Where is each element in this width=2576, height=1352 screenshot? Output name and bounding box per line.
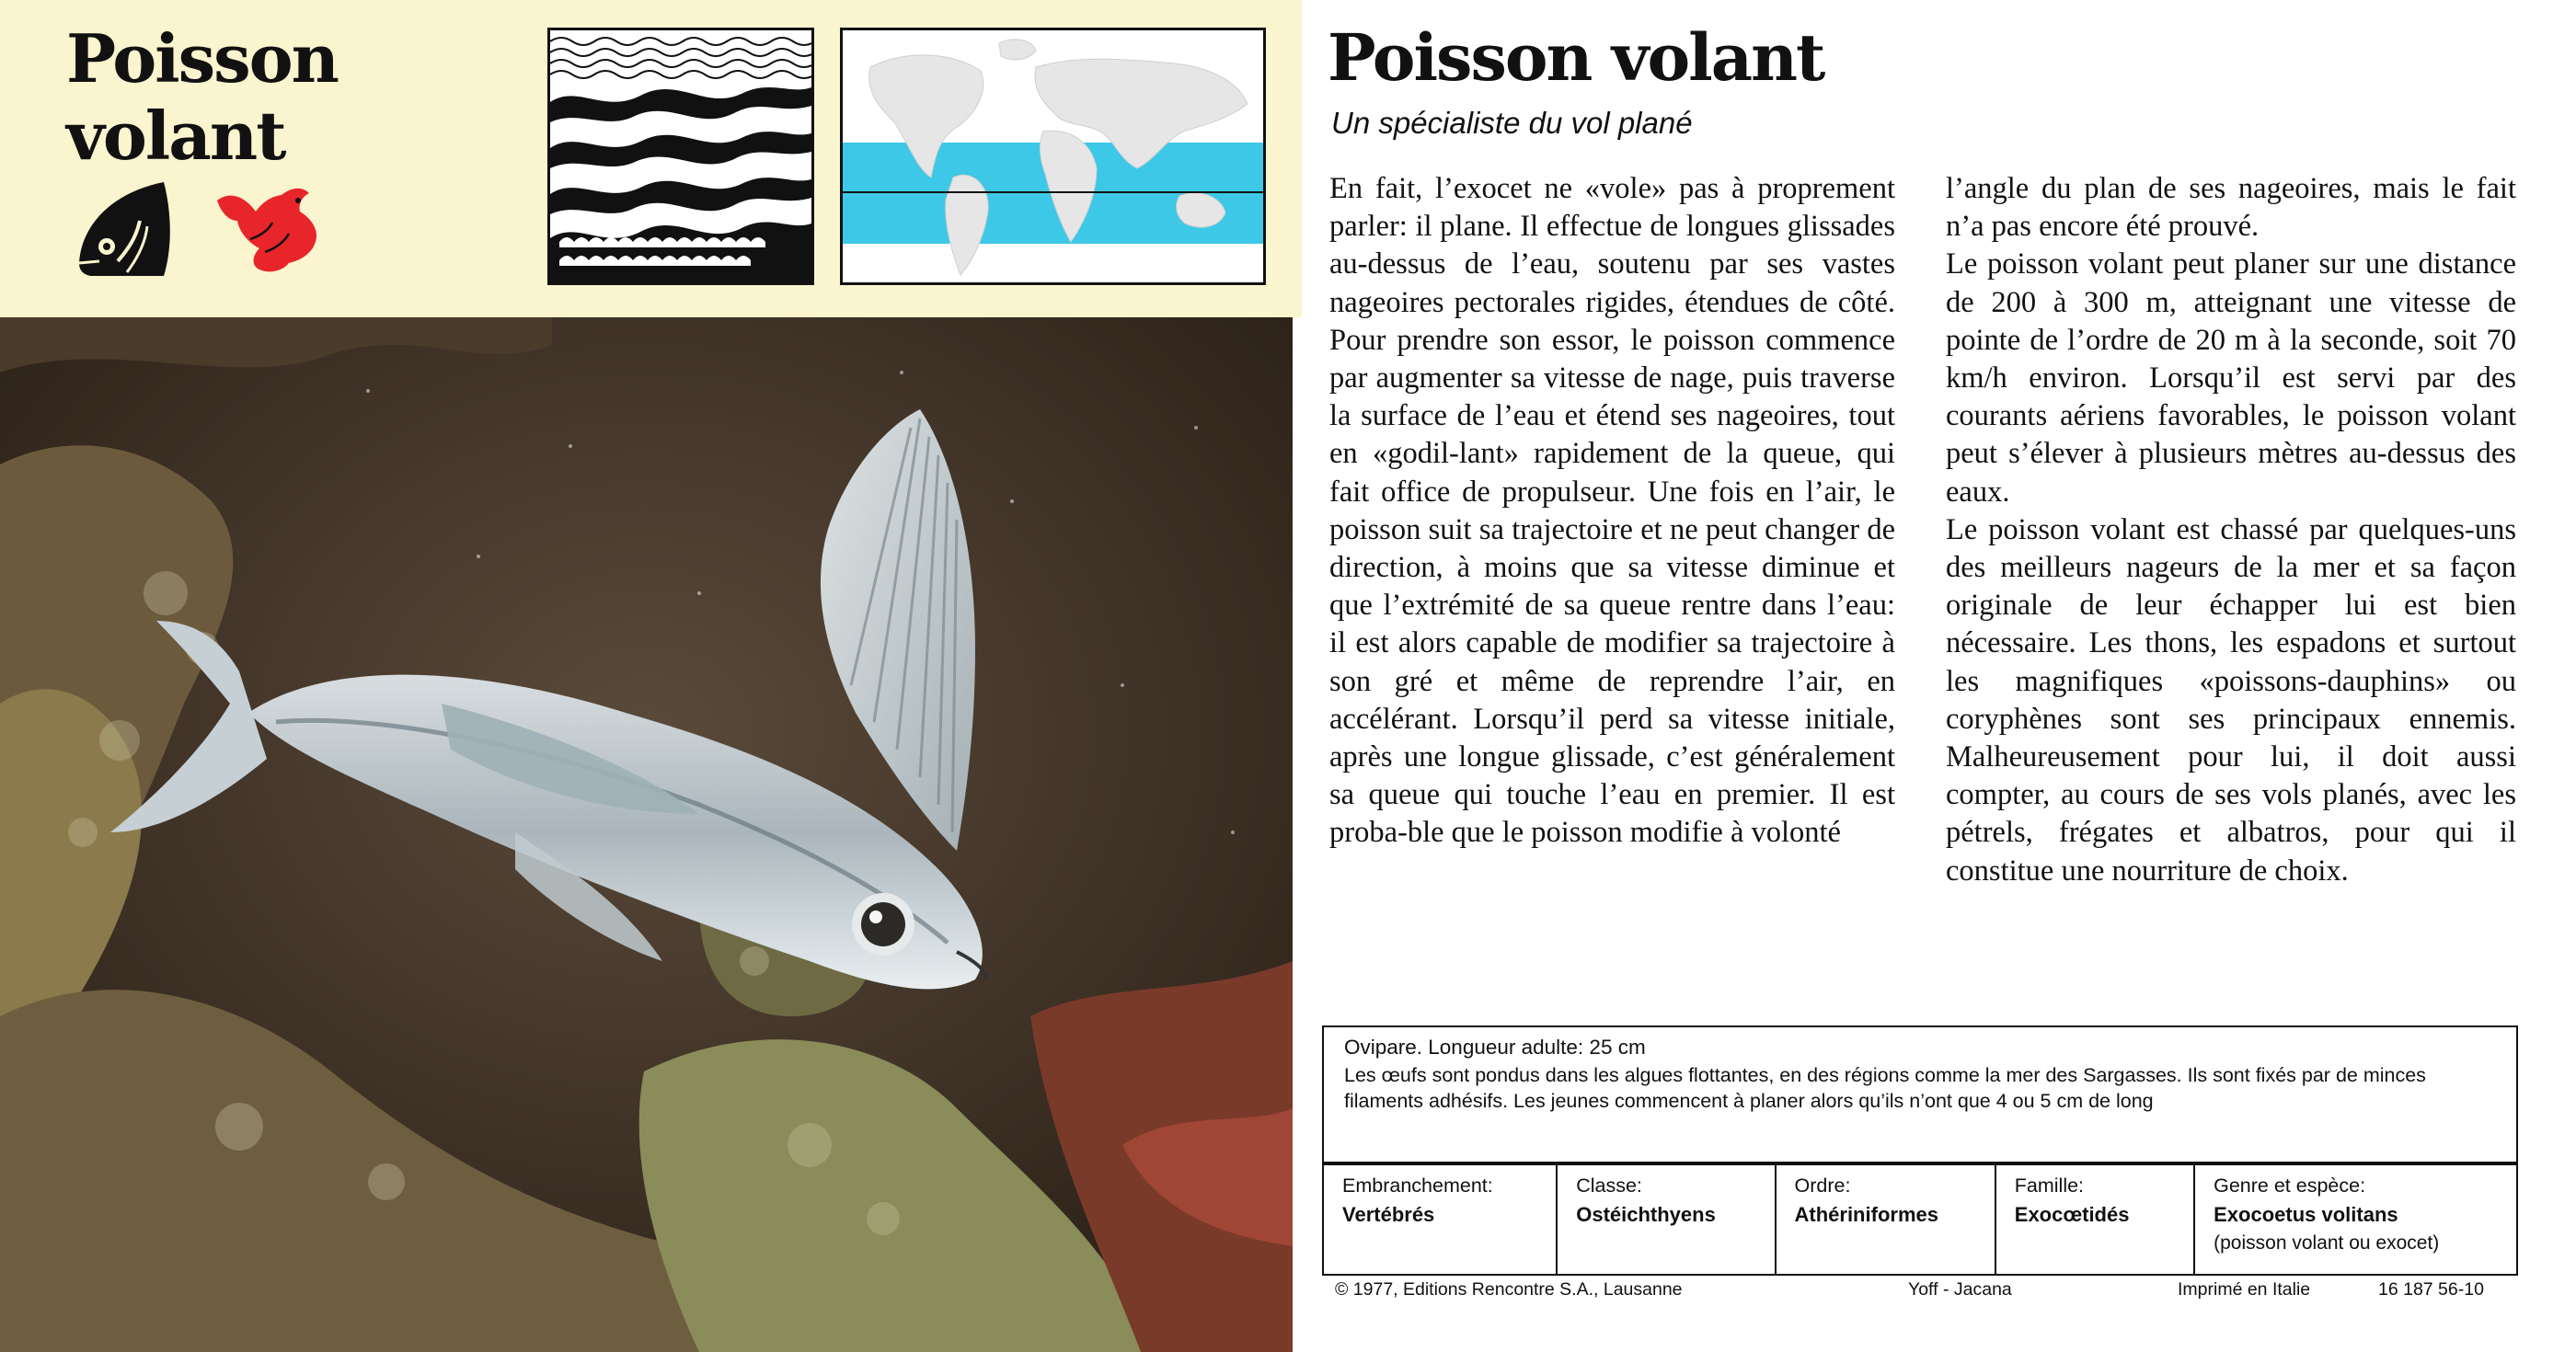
taxonomy-label: Genre et espèce: xyxy=(2214,1174,2366,1197)
taxonomy-value: Vertébrés xyxy=(1342,1203,1435,1226)
habitat-waves-panel xyxy=(547,28,814,285)
taxonomy-value: Exocœtidés xyxy=(2014,1203,2130,1226)
paragraph: l’angle du plan de ses nageoires, mais le fait n’a pas encore été prouvé. xyxy=(1946,172,2516,244)
article-column-right xyxy=(1946,170,2516,890)
red-bird-icon xyxy=(213,184,324,276)
right-card xyxy=(1302,0,2576,1352)
taxonomy-value: Exocoetus volitans xyxy=(2214,1203,2398,1226)
taxonomy-cell-ordre xyxy=(1777,1163,1996,1274)
fish-head-icon xyxy=(72,173,182,283)
info-details: Les œufs sont pondus dans les algues flottantes, en des régions comme la mer des Sargasses. Ils sont fixés par de minces filaments adhésifs. Les jeunes commencent à planer alors qu’ils n’ont que 4 ou 5 cm de long xyxy=(1344,1064,2426,1112)
taxonomy-cell-classe xyxy=(1558,1163,1776,1274)
footer-photo-credit: Yoff - Jacana xyxy=(1908,1279,2012,1300)
taxonomy-label: Classe: xyxy=(1576,1174,1642,1197)
article-column-left xyxy=(1329,170,1895,853)
taxonomy-label: Famille: xyxy=(2014,1174,2085,1197)
taxonomy-label: Embranchement: xyxy=(1342,1174,1493,1197)
taxonomy-cell-famille xyxy=(1996,1163,2195,1274)
taxonomy-cell-genre-espece xyxy=(2195,1163,2516,1274)
article-title: Poisson volant xyxy=(1328,19,1824,96)
article-subtitle: Un spécialiste du vol plané xyxy=(1331,106,1693,140)
paragraph: Le poisson volant peut planer sur une distance de 200 à 300 m, atteignant une vitesse de pointe de l’ordre de 20 m à la seconde, soit 70 km/h environ. Lorsqu’il est servi par des courants aériens favorables, le poisson volant peut s’élever à plusieurs mètres au-dessus des eaux. xyxy=(1946,247,2516,509)
paragraph: Le poisson volant est chassé par quelques-uns des meilleurs nageurs de la mer et sa façon originale de leur échapper lui est bien nécessaire. Les thons, les espadons et surtout les magnifiques «poissons-dauphins» ou coryphènes sont ses principaux ennemis. Malheureusement pour lui, il doit aussi compter, au cours de ses vols planés, avec les pétrels, frégates et albatros, pour qui il constitue une nourriture de choix. xyxy=(1946,512,2516,888)
taxonomy-value: Ostéichthyens xyxy=(1576,1203,1716,1226)
footer-code: 16 187 56-10 xyxy=(2378,1279,2484,1300)
card-title: Poisson volant xyxy=(66,19,339,175)
footer-printed: Imprimé en Italie xyxy=(2178,1279,2311,1300)
taxonomy-label: Ordre: xyxy=(1794,1174,1851,1197)
paragraph: En fait, l’exocet ne «vole» pas à proprement parler: il plane. Il effectue de longues glissades au-dessus de l’eau, soutenu par ses vastes nageoires pectorales rigides, étendues de côté. Pour prendre son essor, le poisson commence par augmenter sa vitesse de nage, puis traverse la surface de l’eau et étend ses nageoires, tout en «godil-lant» rapidement de la queue, qui fait office de propulseur. Une fois en l’air, le poisson suit sa trajectoire et ne peut changer de direction, à moins que sa vitesse diminue et que l’extrémité de sa queue rentre dans l’eau: il est alors capable de modifier sa trajectoire à son gré et même de reprendre l’air, en accélérant. Lorsqu’il perd sa vitesse initiale, après une longue glissade, c’est généralement sa queue qui touche l’eau en premier. Il est proba-ble que le poisson modifie à volonté xyxy=(1329,172,1895,850)
taxonomy-cell-embranchement xyxy=(1324,1163,1558,1274)
taxonomy-value: Athériniformes xyxy=(1794,1203,1938,1226)
info-box xyxy=(1322,1025,2518,1165)
waves-icon xyxy=(550,30,811,282)
distribution-map-panel xyxy=(840,28,1266,285)
info-summary: Ovipare. Longueur adulte: 25 cm xyxy=(1344,1036,1646,1059)
world-map-icon xyxy=(843,30,1263,282)
flying-fish-photo xyxy=(0,317,1293,1352)
footer xyxy=(1322,1279,2518,1307)
taxonomy-table xyxy=(1322,1162,2518,1276)
footer-copyright: © 1977, Editions Rencontre S.A., Lausanne xyxy=(1335,1279,1683,1300)
taxonomy-note: (poisson volant ou exocet) xyxy=(2214,1232,2440,1254)
